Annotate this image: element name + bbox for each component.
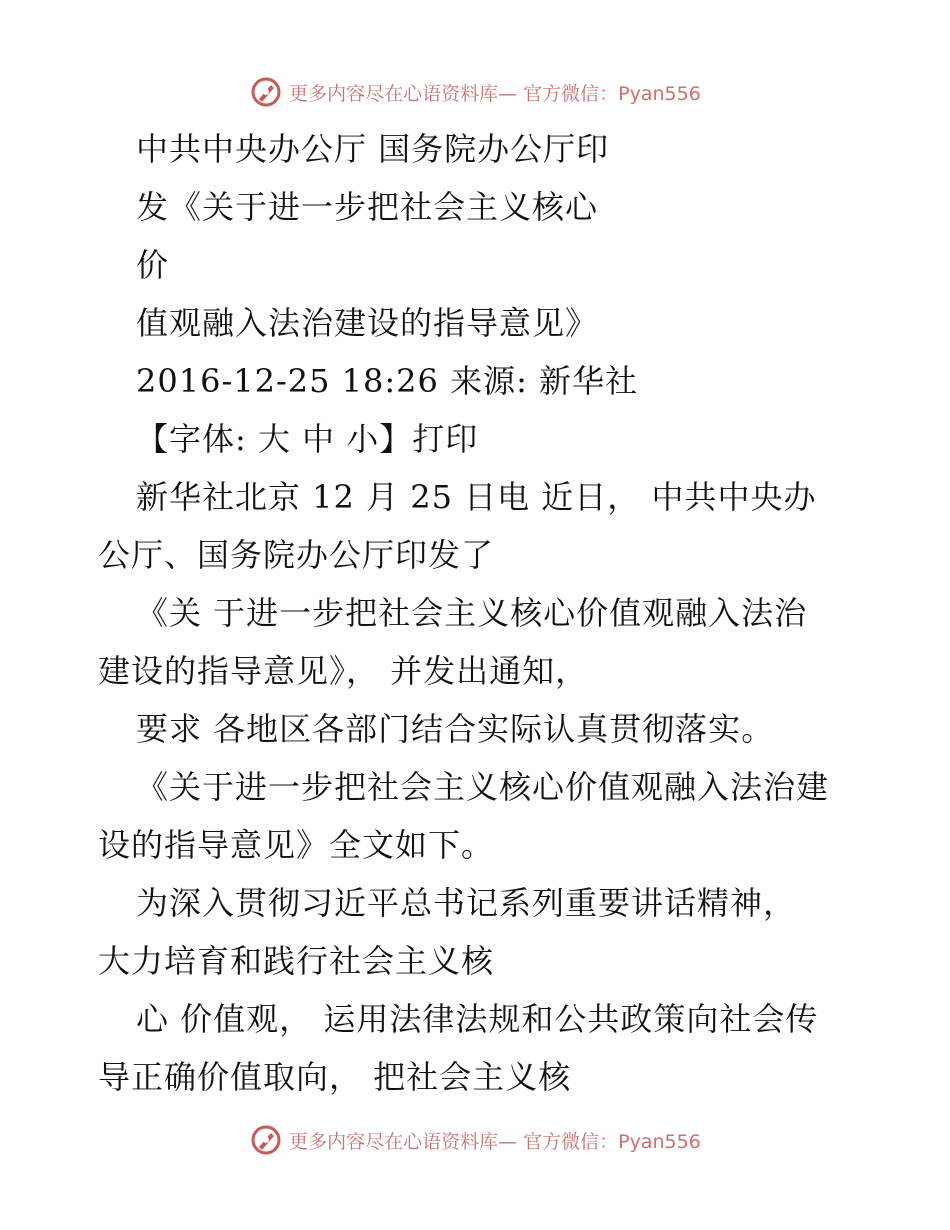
- paragraph-line: 为深入贯彻习近平总书记系列重要讲话精神，: [136, 884, 797, 922]
- paragraph-line: 心 价值观， 运用法律法规和公共政策向社会传: [136, 1000, 819, 1038]
- font-size-options: 【字体: 大 中 小】打印: [136, 420, 479, 458]
- title-line-3: 价: [136, 246, 170, 284]
- pen-logo-icon: [249, 75, 283, 109]
- title-line-4: 值观融入法治建设的指导意见》: [136, 304, 599, 342]
- paragraph-line: 新华社北京 12 月 25 日电 近日， 中共中央办: [136, 478, 817, 516]
- paragraph-line: 《关 于进一步把社会主义核心价值观融入法治: [136, 594, 808, 632]
- watermark-text: 更多内容尽在心语资料库—: [289, 82, 518, 105]
- paragraph-line: 要求 各地区各部门结合实际认真贯彻落实。: [136, 710, 775, 748]
- title-line-1: 中共中央办公厅 国务院办公厅印: [136, 130, 610, 168]
- pen-logo-icon: [249, 1123, 283, 1157]
- document-body: [98, 120, 858, 1106]
- paragraph-line: 公厅、国务院办公厅印发了: [98, 536, 495, 574]
- watermark-wechat: 官方微信：Pyan556: [523, 82, 701, 105]
- title-line-2: 发《关于进一步把社会主义核心: [136, 188, 599, 226]
- watermark-text: 更多内容尽在心语资料库—: [289, 1130, 518, 1153]
- publish-meta: 2016-12-25 18:26 来源: 新华社: [136, 362, 639, 400]
- paragraph-line: 《关于进一步把社会主义核心价值观融入法治建: [136, 768, 830, 806]
- paragraph-line: 大力培育和践行社会主义核: [98, 942, 495, 980]
- paragraph-line: 导正确价值取向， 把社会主义核: [98, 1058, 572, 1096]
- paragraph-line: 建设的指导意见》， 并发出通知，: [98, 652, 589, 690]
- header-watermark: [0, 72, 950, 112]
- watermark-wechat: 官方微信：Pyan556: [523, 1130, 701, 1153]
- paragraph-line: 设的指导意见》全文如下。: [98, 826, 495, 864]
- footer-watermark: [0, 1120, 950, 1160]
